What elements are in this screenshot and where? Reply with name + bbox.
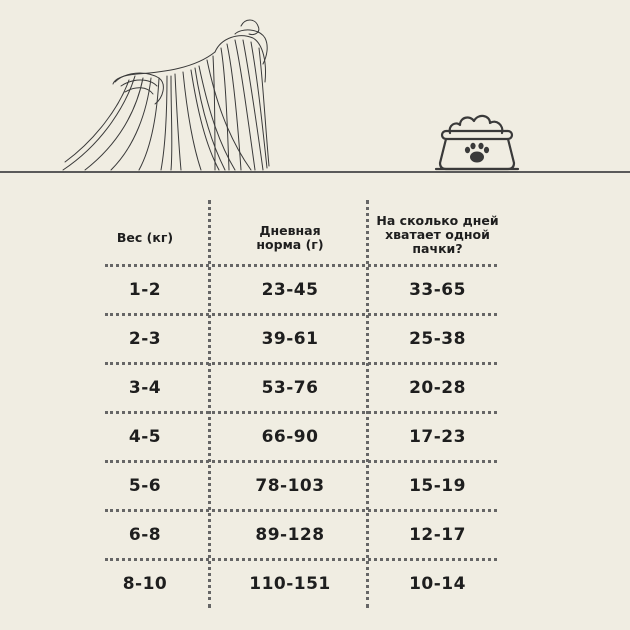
table-cell-weight: 6-8 (128, 525, 162, 545)
dog-illustration (55, 12, 285, 172)
feeding-table (0, 200, 630, 610)
table-cell-days: 25-38 (409, 329, 466, 349)
table-cell-weight: 4-5 (128, 427, 162, 447)
table-cell-weight: 2-3 (128, 329, 162, 349)
table-cell-norm: 89-128 (255, 525, 325, 545)
table-cell-norm: 110-151 (249, 574, 331, 594)
table-cell-norm: 23-45 (261, 280, 319, 300)
table-cell-weight: 5-6 (128, 476, 162, 496)
table-cell-weight: 3-4 (128, 378, 162, 398)
column-separator (366, 200, 369, 608)
table-cell-norm: 78-103 (255, 476, 325, 496)
table-cell-days: 33-65 (409, 280, 466, 300)
table-cell-days: 12-17 (409, 525, 466, 545)
table-cell-days: 20-28 (409, 378, 466, 398)
header-daily-norm: Дневная норма (г) (256, 223, 324, 252)
food-bowl-icon (432, 105, 522, 173)
table-cell-days: 17-23 (409, 427, 466, 447)
table-cell-norm: 53-76 (261, 378, 319, 398)
column-separator (208, 200, 211, 608)
floor-line (0, 171, 630, 173)
table-cell-norm: 39-61 (261, 329, 319, 349)
header-days-per-pack: На сколько дней хватает одной пачки? (376, 213, 499, 256)
table-cell-days: 15-19 (409, 476, 466, 496)
paw-icon (465, 143, 489, 163)
header-weight: Вес (кг) (116, 230, 174, 245)
table-cell-days: 10-14 (409, 574, 466, 594)
table-cell-norm: 66-90 (261, 427, 319, 447)
table-cell-weight: 8-10 (122, 574, 168, 594)
table-cell-weight: 1-2 (128, 280, 162, 300)
